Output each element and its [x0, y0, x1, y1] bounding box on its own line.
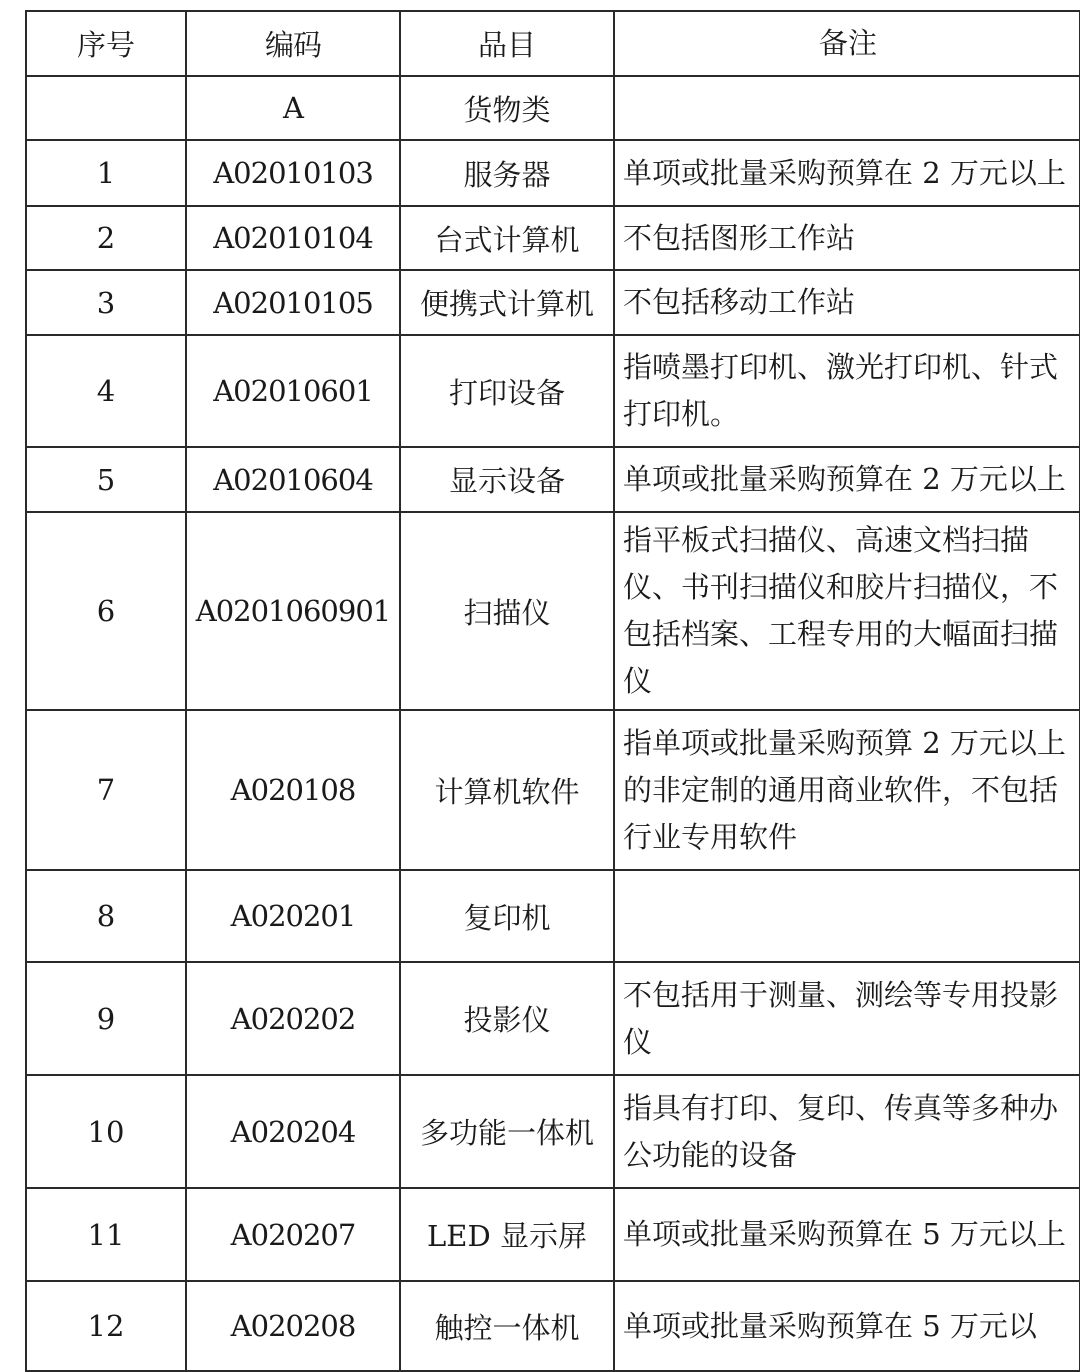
row-number: 7: [26, 710, 186, 870]
row-item: 多功能一体机: [400, 1075, 614, 1188]
row-item: 显示设备: [400, 447, 614, 512]
row-item: 便携式计算机: [400, 270, 614, 335]
row-number: 6: [26, 512, 186, 710]
procurement-catalog-table: [25, 10, 1080, 1372]
row-number: [26, 76, 186, 140]
header-no: 序号: [26, 11, 186, 76]
header-code: 编码: [186, 11, 400, 76]
row-item: 台式计算机: [400, 206, 614, 270]
row-note: [614, 76, 1080, 140]
row-number: 3: [26, 270, 186, 335]
row-item: 触控一体机: [400, 1281, 614, 1371]
row-code: A02010103: [186, 140, 400, 206]
row-number: 4: [26, 335, 186, 447]
table-row: [26, 140, 1080, 206]
row-note: [614, 870, 1080, 962]
table-row: [26, 1075, 1080, 1188]
row-code: A020204: [186, 1075, 400, 1188]
row-note: 不包括图形工作站: [614, 206, 1080, 270]
row-item: 服务器: [400, 140, 614, 206]
row-code: A020208: [186, 1281, 400, 1371]
row-code: A020202: [186, 962, 400, 1075]
row-note: 不包括用于测量、测绘等专用投影仪: [614, 962, 1080, 1075]
table-row: [26, 710, 1080, 870]
table-row: [26, 962, 1080, 1075]
row-code: A020207: [186, 1188, 400, 1281]
row-code: A02010105: [186, 270, 400, 335]
row-note: 单项或批量采购预算在 2 万元以上: [614, 447, 1080, 512]
table-row: [26, 335, 1080, 447]
row-code: A02010604: [186, 447, 400, 512]
header-row: [26, 11, 1080, 76]
table-row: [26, 1281, 1080, 1371]
row-item: LED 显示屏: [400, 1188, 614, 1281]
row-note: 指平板式扫描仪、高速文档扫描仪、书刊扫描仪和胶片扫描仪，不包括档案、工程专用的大幅面扫描仪: [614, 512, 1080, 710]
row-number: 8: [26, 870, 186, 962]
row-code: A0201060901: [186, 512, 400, 710]
row-item: 货物类: [400, 76, 614, 140]
row-number: 10: [26, 1075, 186, 1188]
table-row: [26, 270, 1080, 335]
row-item: 投影仪: [400, 962, 614, 1075]
table-row: [26, 206, 1080, 270]
row-number: 5: [26, 447, 186, 512]
table-body: [26, 76, 1080, 1371]
row-note: 单项或批量采购预算在 5 万元以上: [614, 1188, 1080, 1281]
header-item: 品目: [400, 11, 614, 76]
row-note: 单项或批量采购预算在 2 万元以上: [614, 140, 1080, 206]
row-code: A020108: [186, 710, 400, 870]
row-number: 9: [26, 962, 186, 1075]
header-note: 备注: [614, 11, 1080, 76]
table-row: [26, 512, 1080, 710]
row-note: 不包括移动工作站: [614, 270, 1080, 335]
row-code: A: [186, 76, 400, 140]
row-item: 复印机: [400, 870, 614, 962]
table-row: [26, 76, 1080, 140]
row-number: 12: [26, 1281, 186, 1371]
row-note: 单项或批量采购预算在 5 万元以: [614, 1281, 1080, 1371]
row-note: 指单项或批量采购预算 2 万元以上的非定制的通用商业软件，不包括行业专用软件: [614, 710, 1080, 870]
table-row: [26, 447, 1080, 512]
row-number: 11: [26, 1188, 186, 1281]
row-item: 扫描仪: [400, 512, 614, 710]
table-row: [26, 1188, 1080, 1281]
row-code: A02010601: [186, 335, 400, 447]
row-number: 1: [26, 140, 186, 206]
table-row: [26, 870, 1080, 962]
row-item: 打印设备: [400, 335, 614, 447]
row-item: 计算机软件: [400, 710, 614, 870]
row-note: 指具有打印、复印、传真等多种办公功能的设备: [614, 1075, 1080, 1188]
row-code: A020201: [186, 870, 400, 962]
row-code: A02010104: [186, 206, 400, 270]
row-note: 指喷墨打印机、激光打印机、针式打印机。: [614, 335, 1080, 447]
row-number: 2: [26, 206, 186, 270]
